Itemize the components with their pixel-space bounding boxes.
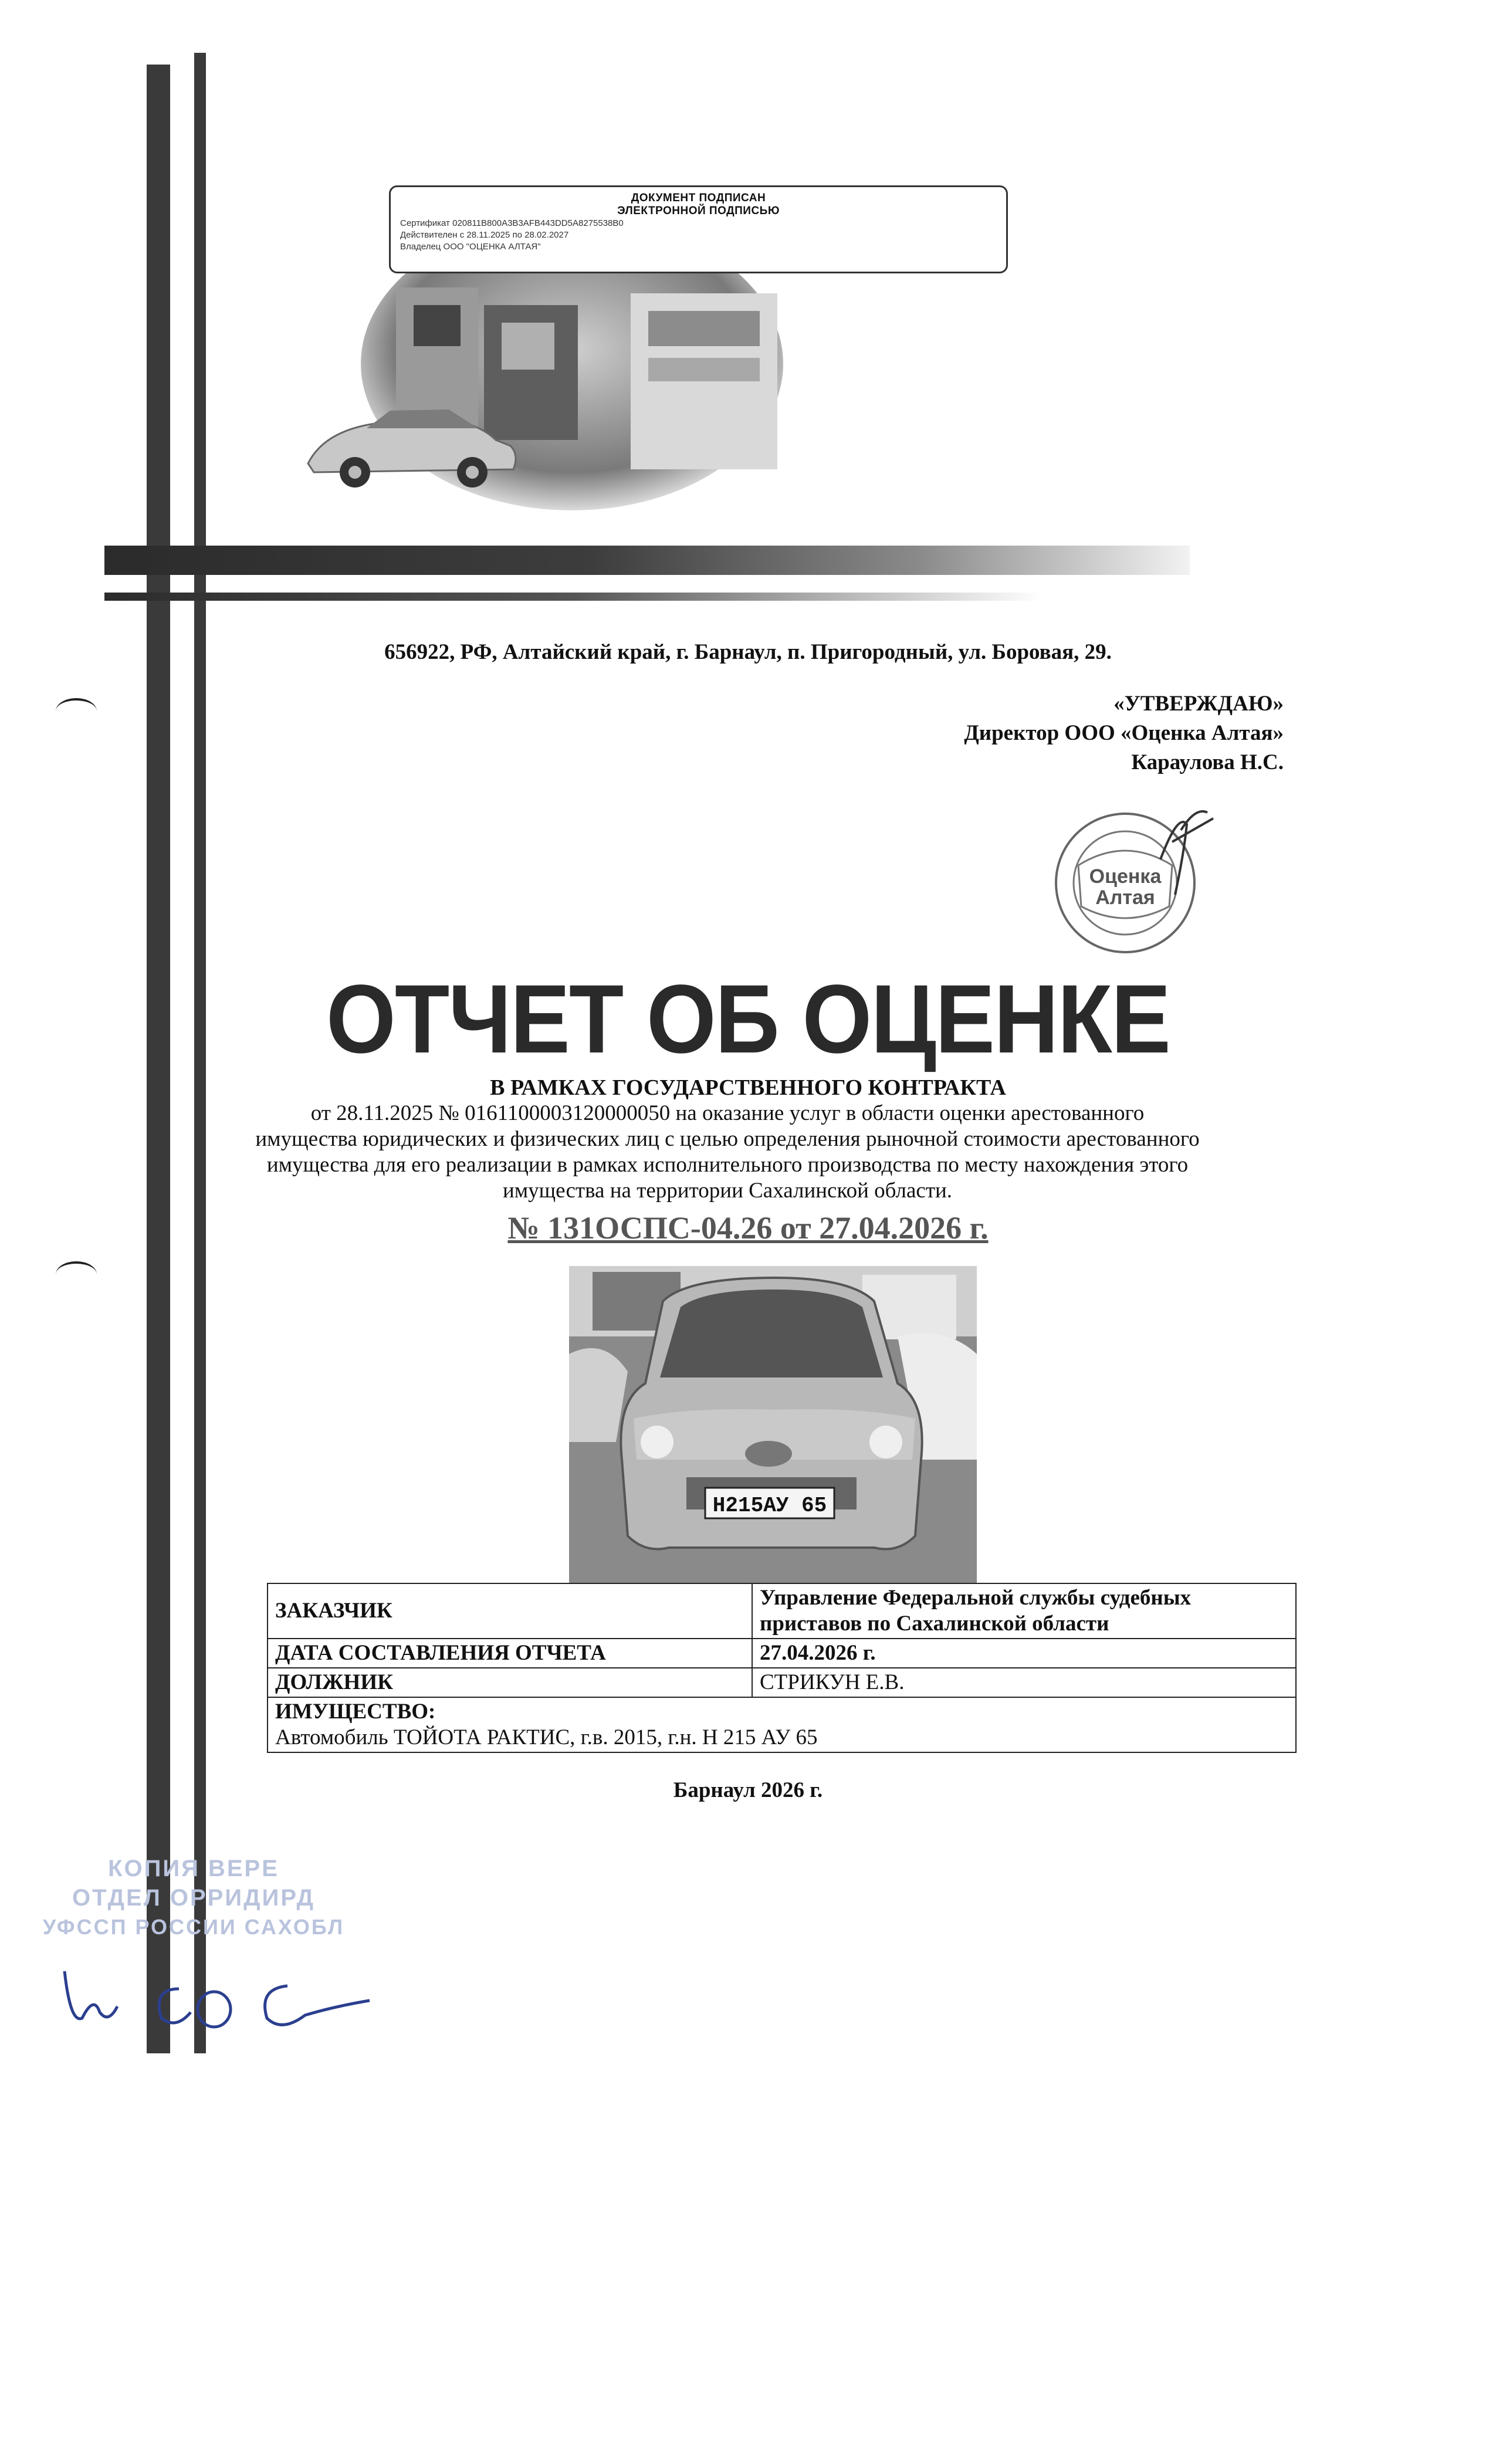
document-title: ОТЧЕТ ОБ ОЦЕНКЕ	[326, 965, 1170, 1074]
seal-text-1: Оценка	[1089, 865, 1162, 888]
vehicle-photo	[569, 1266, 977, 1583]
approval-heading: «УТВЕРЖДАЮ»	[1113, 692, 1284, 716]
contract-line-3: имущества для его реализации в рамках исполнительного производства по месту нахождения этого	[266, 1153, 1189, 1177]
date-value: 27.04.2026 г.	[752, 1639, 1296, 1668]
customer-value-line-2: приставов по Сахалинской области	[760, 1612, 1109, 1636]
copy-stamp-line-2: ОТДЕЛ ОРРИДИРД	[72, 1885, 316, 1911]
punch-hole-top	[56, 698, 97, 724]
seal-text-2: Алтая	[1095, 886, 1155, 909]
report-info-table	[267, 1583, 1297, 1753]
esign-heading: ДОКУМЕНТ ПОДПИСАН	[631, 192, 766, 204]
license-plate-text: Н215АУ 65	[712, 1494, 827, 1518]
contract-description	[194, 1101, 1261, 1204]
contract-line-4: имущества на территории Сахалинской области.	[502, 1179, 953, 1203]
frame-bar-horizontal-thin	[104, 593, 1043, 601]
customer-label: ЗАКАЗЧИК	[268, 1583, 752, 1639]
property-value: Автомобиль ТОЙОТА РАКТИС, г.в. 2015, г.н. Н 215 АУ 65	[275, 1725, 818, 1749]
property-cell	[268, 1697, 1296, 1752]
approval-block	[964, 689, 1284, 777]
header-banner-image	[302, 252, 818, 516]
esign-subheading: ЭЛЕКТРОННОЙ ПОДПИСЬЮ	[617, 205, 780, 217]
customer-value	[752, 1583, 1296, 1639]
table-row	[268, 1668, 1296, 1697]
copy-stamp-line-3: УФССП РОССИИ САХОБЛ	[42, 1915, 345, 1939]
company-seal	[1037, 789, 1219, 971]
electronic-signature-stamp	[389, 185, 1008, 273]
report-number: № 131ОСПС-04.26 от 27.04.2026 г.	[507, 1210, 989, 1245]
customer-value-line-1: Управление Федеральной службы судебных	[760, 1586, 1192, 1610]
handwritten-signature	[53, 1954, 381, 2036]
frame-bar-horizontal	[104, 546, 1190, 575]
document-subtitle: В РАМКАХ ГОСУДАРСТВЕННОГО КОНТРАКТА	[490, 1075, 1006, 1100]
copy-verification-stamp	[29, 1854, 358, 1942]
punch-hole-bottom	[56, 1261, 97, 1287]
copy-stamp-line-1: КОПИЯ ВЕРЕ	[108, 1856, 279, 1881]
date-label: ДАТА СОСТАВЛЕНИЯ ОТЧЕТА	[268, 1639, 752, 1668]
esign-certificate: Сертификат 020811B800A3B3AFB443DD5A8275538B0	[400, 218, 624, 228]
debtor-value: СТРИКУН Е.В.	[752, 1668, 1296, 1697]
approval-position: Директор ООО «Оценка Алтая»	[964, 721, 1284, 745]
debtor-label: ДОЛЖНИК	[268, 1668, 752, 1697]
esign-owner: Владелец ООО "ОЦЕНКА АЛТАЯ"	[400, 242, 541, 252]
table-row	[268, 1697, 1296, 1752]
contract-line-1: от 28.11.2025 № 0161100003120000050 на оказание услуг в области оценки арестованного	[310, 1101, 1145, 1125]
esign-validity: Действителен с 28.11.2025 по 28.02.2027	[400, 230, 569, 240]
company-address: 656922, РФ, Алтайский край, г. Барнаул, п. Пригородный, ул. Боровая, 29.	[384, 640, 1112, 664]
property-label: ИМУЩЕСТВО:	[275, 1700, 436, 1724]
table-row	[268, 1583, 1296, 1639]
contract-line-2: имущества юридических и физических лиц с целью определения рыночной стоимости арестованного	[255, 1127, 1200, 1151]
approval-name: Караулова Н.С.	[1131, 750, 1284, 774]
city-year: Барнаул 2026 г.	[673, 1778, 823, 1802]
table-row	[268, 1639, 1296, 1668]
